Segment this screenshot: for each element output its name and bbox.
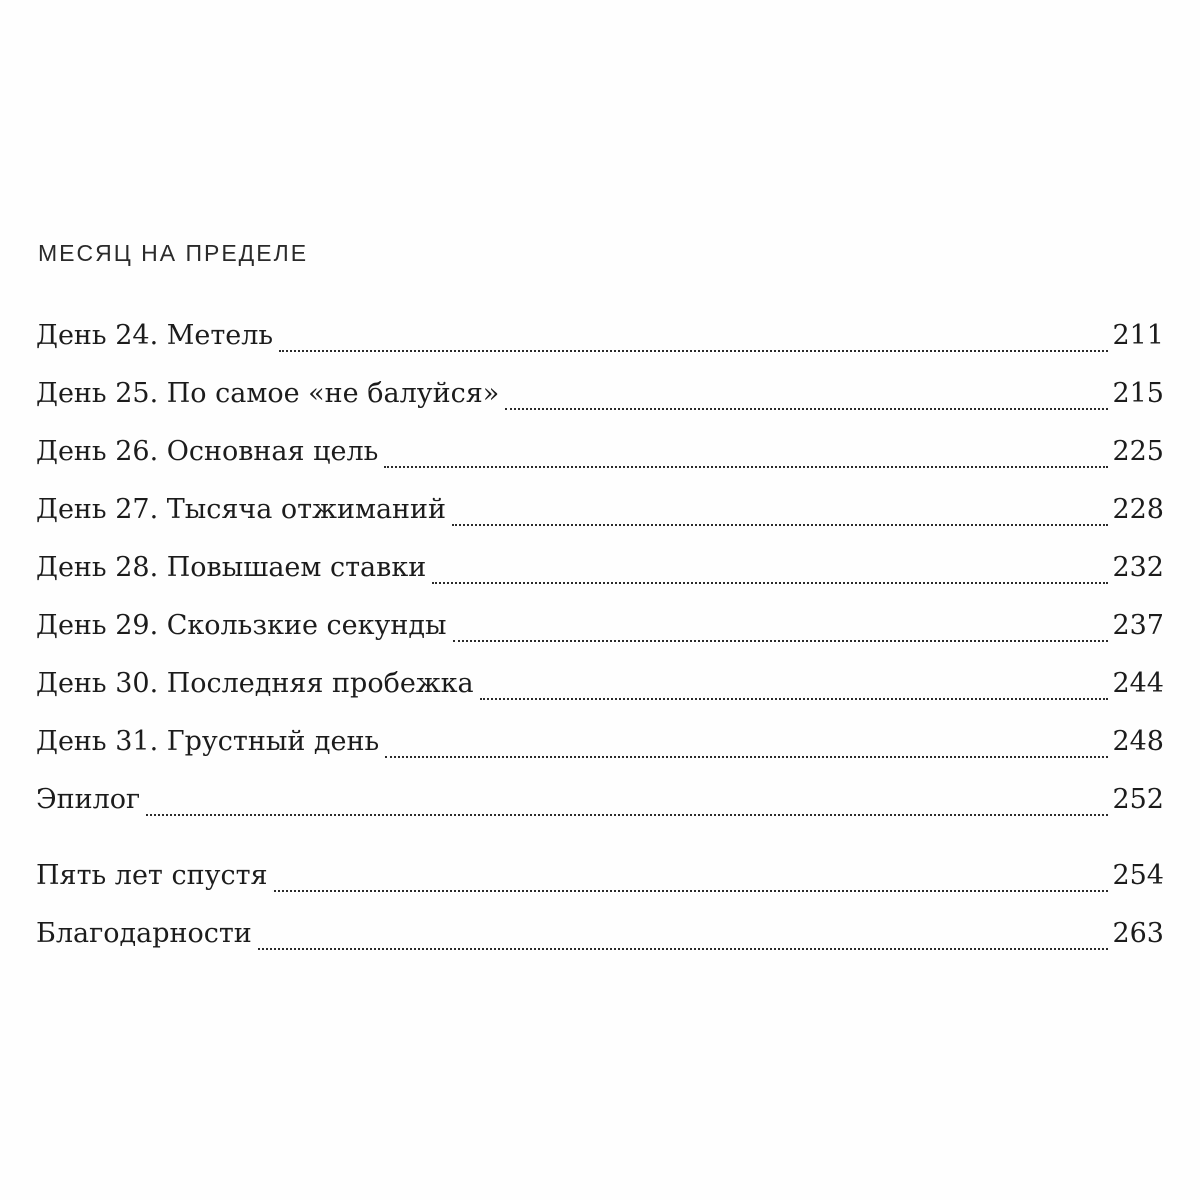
toc-entry-page: 211 — [1112, 320, 1164, 351]
toc-entry-label: Эпилог — [36, 784, 141, 815]
toc-leader-dots — [258, 947, 1109, 950]
toc-entry-page: 215 — [1112, 378, 1164, 409]
toc-entry — [36, 436, 1164, 476]
toc-leader-dots — [385, 755, 1108, 758]
toc-entry-page: 248 — [1112, 726, 1164, 757]
toc-leader-dots — [274, 889, 1109, 892]
toc-entry — [36, 610, 1164, 650]
toc-entry — [36, 378, 1164, 418]
toc-entry-label: День 28. Повышаем ставки — [36, 552, 427, 583]
toc-entry-label: День 30. Последняя пробежка — [36, 668, 474, 699]
toc-leader-dots — [384, 465, 1108, 468]
toc-entry-label: Пять лет спустя — [36, 860, 268, 891]
toc-entry — [36, 918, 1164, 958]
toc-entry-label: День 25. По самое «не балуйся» — [36, 378, 500, 409]
toc-entry-label: День 26. Основная цель — [36, 436, 379, 467]
toc-entry-page: 252 — [1112, 784, 1164, 815]
toc-entry — [36, 552, 1164, 592]
section-title: МЕСЯЦ НА ПРЕДЕЛЕ — [38, 240, 309, 266]
toc-entry-page: 263 — [1112, 918, 1164, 949]
toc-entry-label: День 24. Метель — [36, 320, 274, 351]
toc-entry — [36, 860, 1164, 900]
toc-entry — [36, 320, 1164, 360]
toc-leader-dots — [432, 581, 1108, 584]
toc-entry-page: 225 — [1112, 436, 1164, 467]
toc-leader-dots — [279, 349, 1108, 352]
toc-entry-page: 254 — [1112, 860, 1164, 891]
toc-leader-dots — [453, 639, 1109, 642]
toc-entry-page: 232 — [1112, 552, 1164, 583]
toc-leader-dots — [480, 697, 1109, 700]
toc-entry-label: День 29. Скользкие секунды — [36, 610, 447, 641]
toc-entry — [36, 668, 1164, 708]
toc-leader-dots — [146, 813, 1108, 816]
toc-leader-dots — [452, 523, 1108, 526]
toc-entry-label: День 31. Грустный день — [36, 726, 380, 757]
toc-entry — [36, 784, 1164, 824]
toc-entry-page: 244 — [1112, 668, 1164, 699]
toc-leader-dots — [505, 407, 1108, 410]
toc-entry-page: 237 — [1112, 610, 1164, 641]
toc-entry — [36, 726, 1164, 766]
toc-entry-page: 228 — [1112, 494, 1164, 525]
toc-entry-label: Благодарности — [36, 918, 252, 949]
toc-entry — [36, 494, 1164, 534]
toc-entry-label: День 27. Тысяча отжиманий — [36, 494, 447, 525]
